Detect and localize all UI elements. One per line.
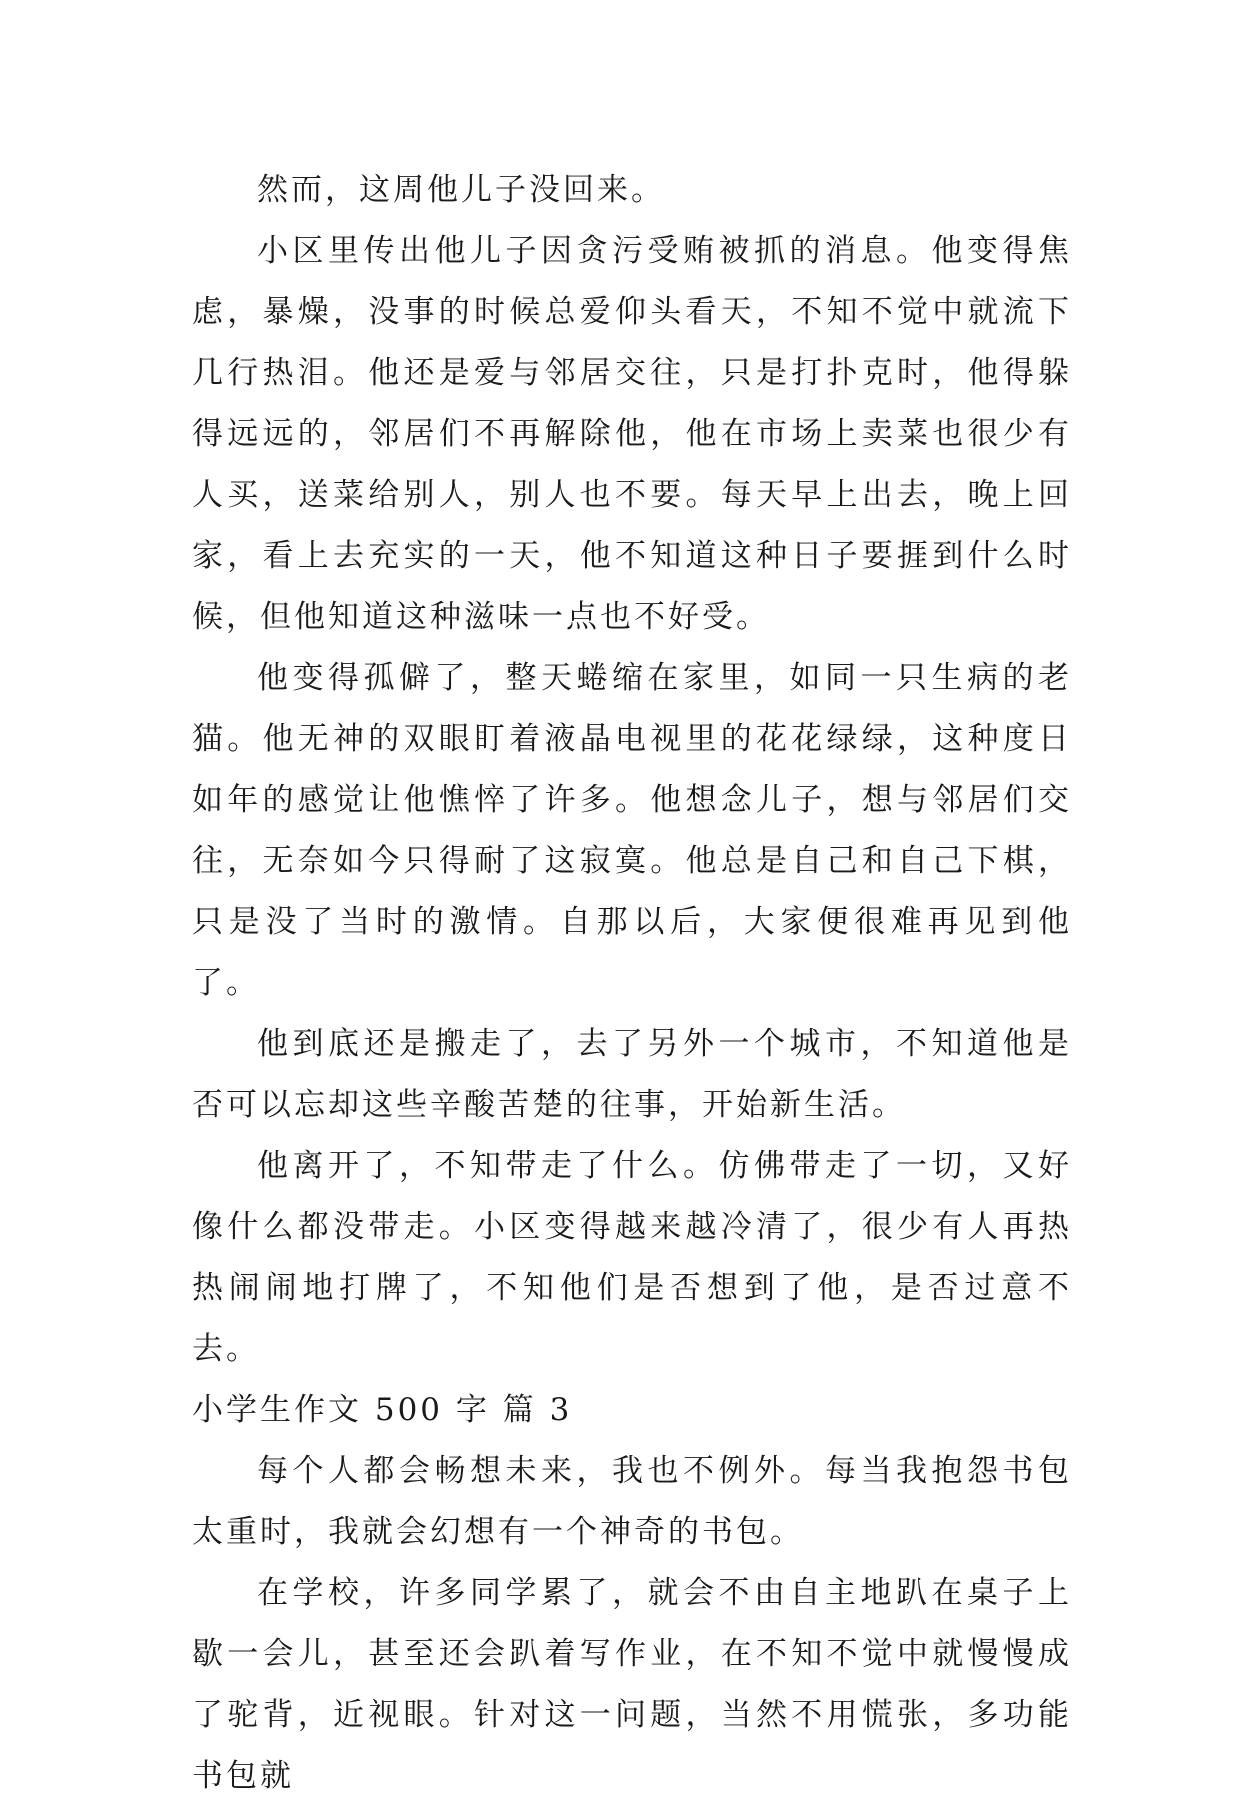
section-heading: 小学生作文 500 字 篇 3 xyxy=(192,1392,573,1428)
paragraph: 他离开了，不知带走了什么。仿佛带走了一切，又好像什么都没带走。小区变得越来越冷清了，很少有人再热热闹闹地打牌了，不知他们是否想到了他，是否过意不去。 xyxy=(192,1148,1072,1367)
paragraph: 小区里传出他儿子因贪污受贿被抓的消息。他变得焦虑，暴燥，没事的时候总爱仰头看天，不知不觉中就流下几行热泪。他还是爱与邻居交往，只是打扑克时，他得躲得远远的，邻居们不再解除他，他在市场上卖菜也很少有人买，送菜给别人，别人也不要。每天早上出去，晚上回家，看上去充实的一天，他不知道这种日子要捱到什么时候，但他知道这种滋味一点也不好受。 xyxy=(192,233,1072,635)
paragraph: 在学校，许多同学累了，就会不由自主地趴在桌子上歇一会儿，甚至还会趴着写作业，在不知不觉中就慢慢成了驼背，近视眼。针对这一问题，当然不用慌张，多功能书包就 xyxy=(192,1575,1072,1794)
paragraph: 然而，这周他儿子没回来。 xyxy=(257,172,665,208)
paragraph: 他变得孤僻了，整天蜷缩在家里，如同一只生病的老猫。他无神的双眼盯着液晶电视里的花花绿绿，这种度日如年的感觉让他憔悴了许多。他想念儿子，想与邻居们交往，无奈如今只得耐了这寂寞。他总是自己和自己下棋，只是没了当时的激情。自那以后，大家便很难再见到他了。 xyxy=(192,660,1072,1001)
paragraph: 每个人都会畅想未来，我也不例外。每当我抱怨书包太重时，我就会幻想有一个神奇的书包。 xyxy=(192,1453,1072,1550)
paragraph: 他到底还是搬走了，去了另外一个城市，不知道他是否可以忘却这些辛酸苦楚的往事，开始新生活。 xyxy=(192,1026,1072,1123)
document-body xyxy=(192,160,1072,1807)
